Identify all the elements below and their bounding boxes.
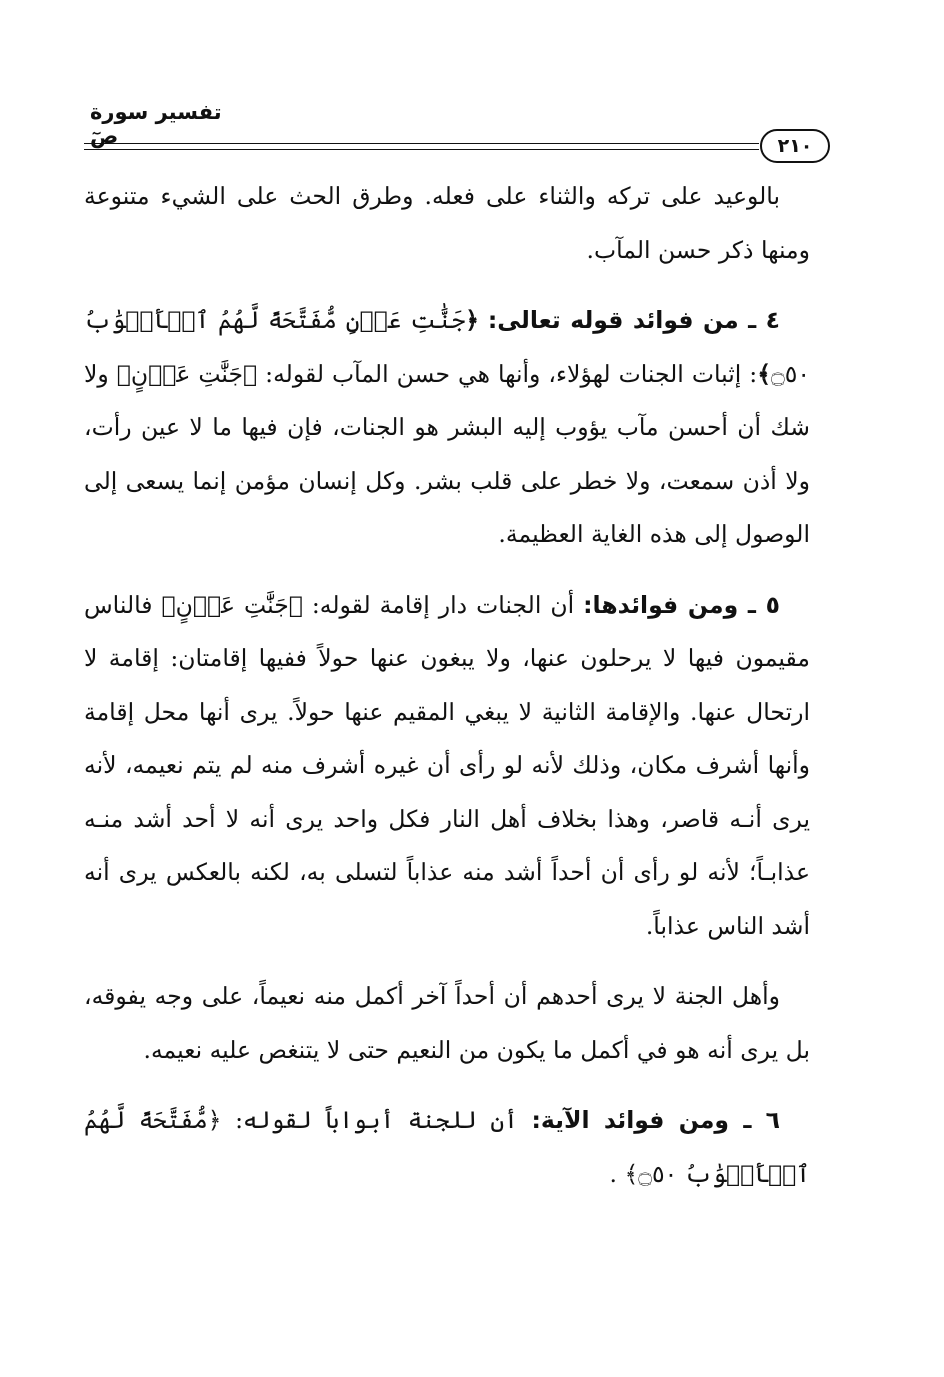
quran-ayah-50: جَنَّٰتِ عَدۡنٍ مُّفَتَّحَةً لَّهُمُ ٱلۡأَبۡوَٰبُ ۝٥٠: [84, 306, 810, 388]
paragraph-1: بالوعيد على تركه والثناء على فعله. وطرق الحث على الشيء متنوعة ومنها ذكر حسن المآب.: [84, 182, 810, 264]
point-5-heading: ٥ ـ ومن فوائدها:: [583, 590, 780, 619]
paragraph-4: وأهل الجنة لا يرى أحدهم أن أحداً آخر أكمل منه نعيماً، على وجه يفوقه، بل يرى أنه هو في أكمل ما يكون من النعيم حتى لا يتنغص عليه نعيمه.: [84, 982, 810, 1064]
running-title: تفسير سورة صٓ: [90, 100, 222, 148]
ayah-open-bracket: ﴿: [465, 306, 480, 334]
point-6-heading: ٦ ـ ومن فوائد الآية:: [531, 1106, 781, 1134]
header-rule: [84, 143, 759, 150]
point-4-text: : إثبات الجنات لهؤلاء، وأنها هي حسن المآب لقوله: ﴿جَنَّٰتِ عَدۡنٍ﴾ ولا شك أن أحسن مآب يؤوب إليه البشر هو الجنات، فإن فيها ما لا عين رأت، ولا أذن سمعت، ولا خطر على قلب بشر. وكل إنسان مؤمن إنما يسعى إلى الوصول إلى هذه الغاية العظيمة.: [84, 359, 810, 548]
paragraph-3: [84, 579, 810, 954]
point-4-heading: ٤ ـ من فوائد قوله تعالى:: [487, 306, 780, 334]
page-number: ٢١٠: [760, 129, 830, 163]
paragraph-2: [84, 294, 810, 562]
body-text: [84, 170, 810, 1201]
ayah-close-bracket: ﴾: [757, 359, 771, 388]
point-6-text: أن للجنة أبواباً لقوله: ﴿مُّفَتَّحَةً لَّهُمُ ٱلۡأَبۡوَٰبُ ۝٥٠﴾ .: [84, 1106, 810, 1188]
point-5-text: أن الجنات دار إقامة لقوله: ﴿جَنَّٰتِ عَدۡنٍ﴾ فالناس مقيمون فيها لا يرحلون عنها، ولا يبغون عنها حولاً ففيها إقامتان: إقامة لا ارتحال عنها. والإقامة الثانية لا يبغي المقيم عنها حولاً. يرى أنها محل إقامة وأنها أشرف مكان، وذلك لأنه لو رأى أن غيره أشرف منه لم يتم نعيمه، لأنه يرى أنـه قاصر، وهذا بخلاف أهل النار فكل واحد يرى أنه لا أحد أشد منـه عذابـاً؛ لأنه لو رأى أن أحداً أشد منه عذاباً لتسلى به، لكنه بالعكس يرى أنه أشد الناس عذاباً.: [84, 590, 810, 940]
paragraph-5: [84, 1094, 810, 1201]
